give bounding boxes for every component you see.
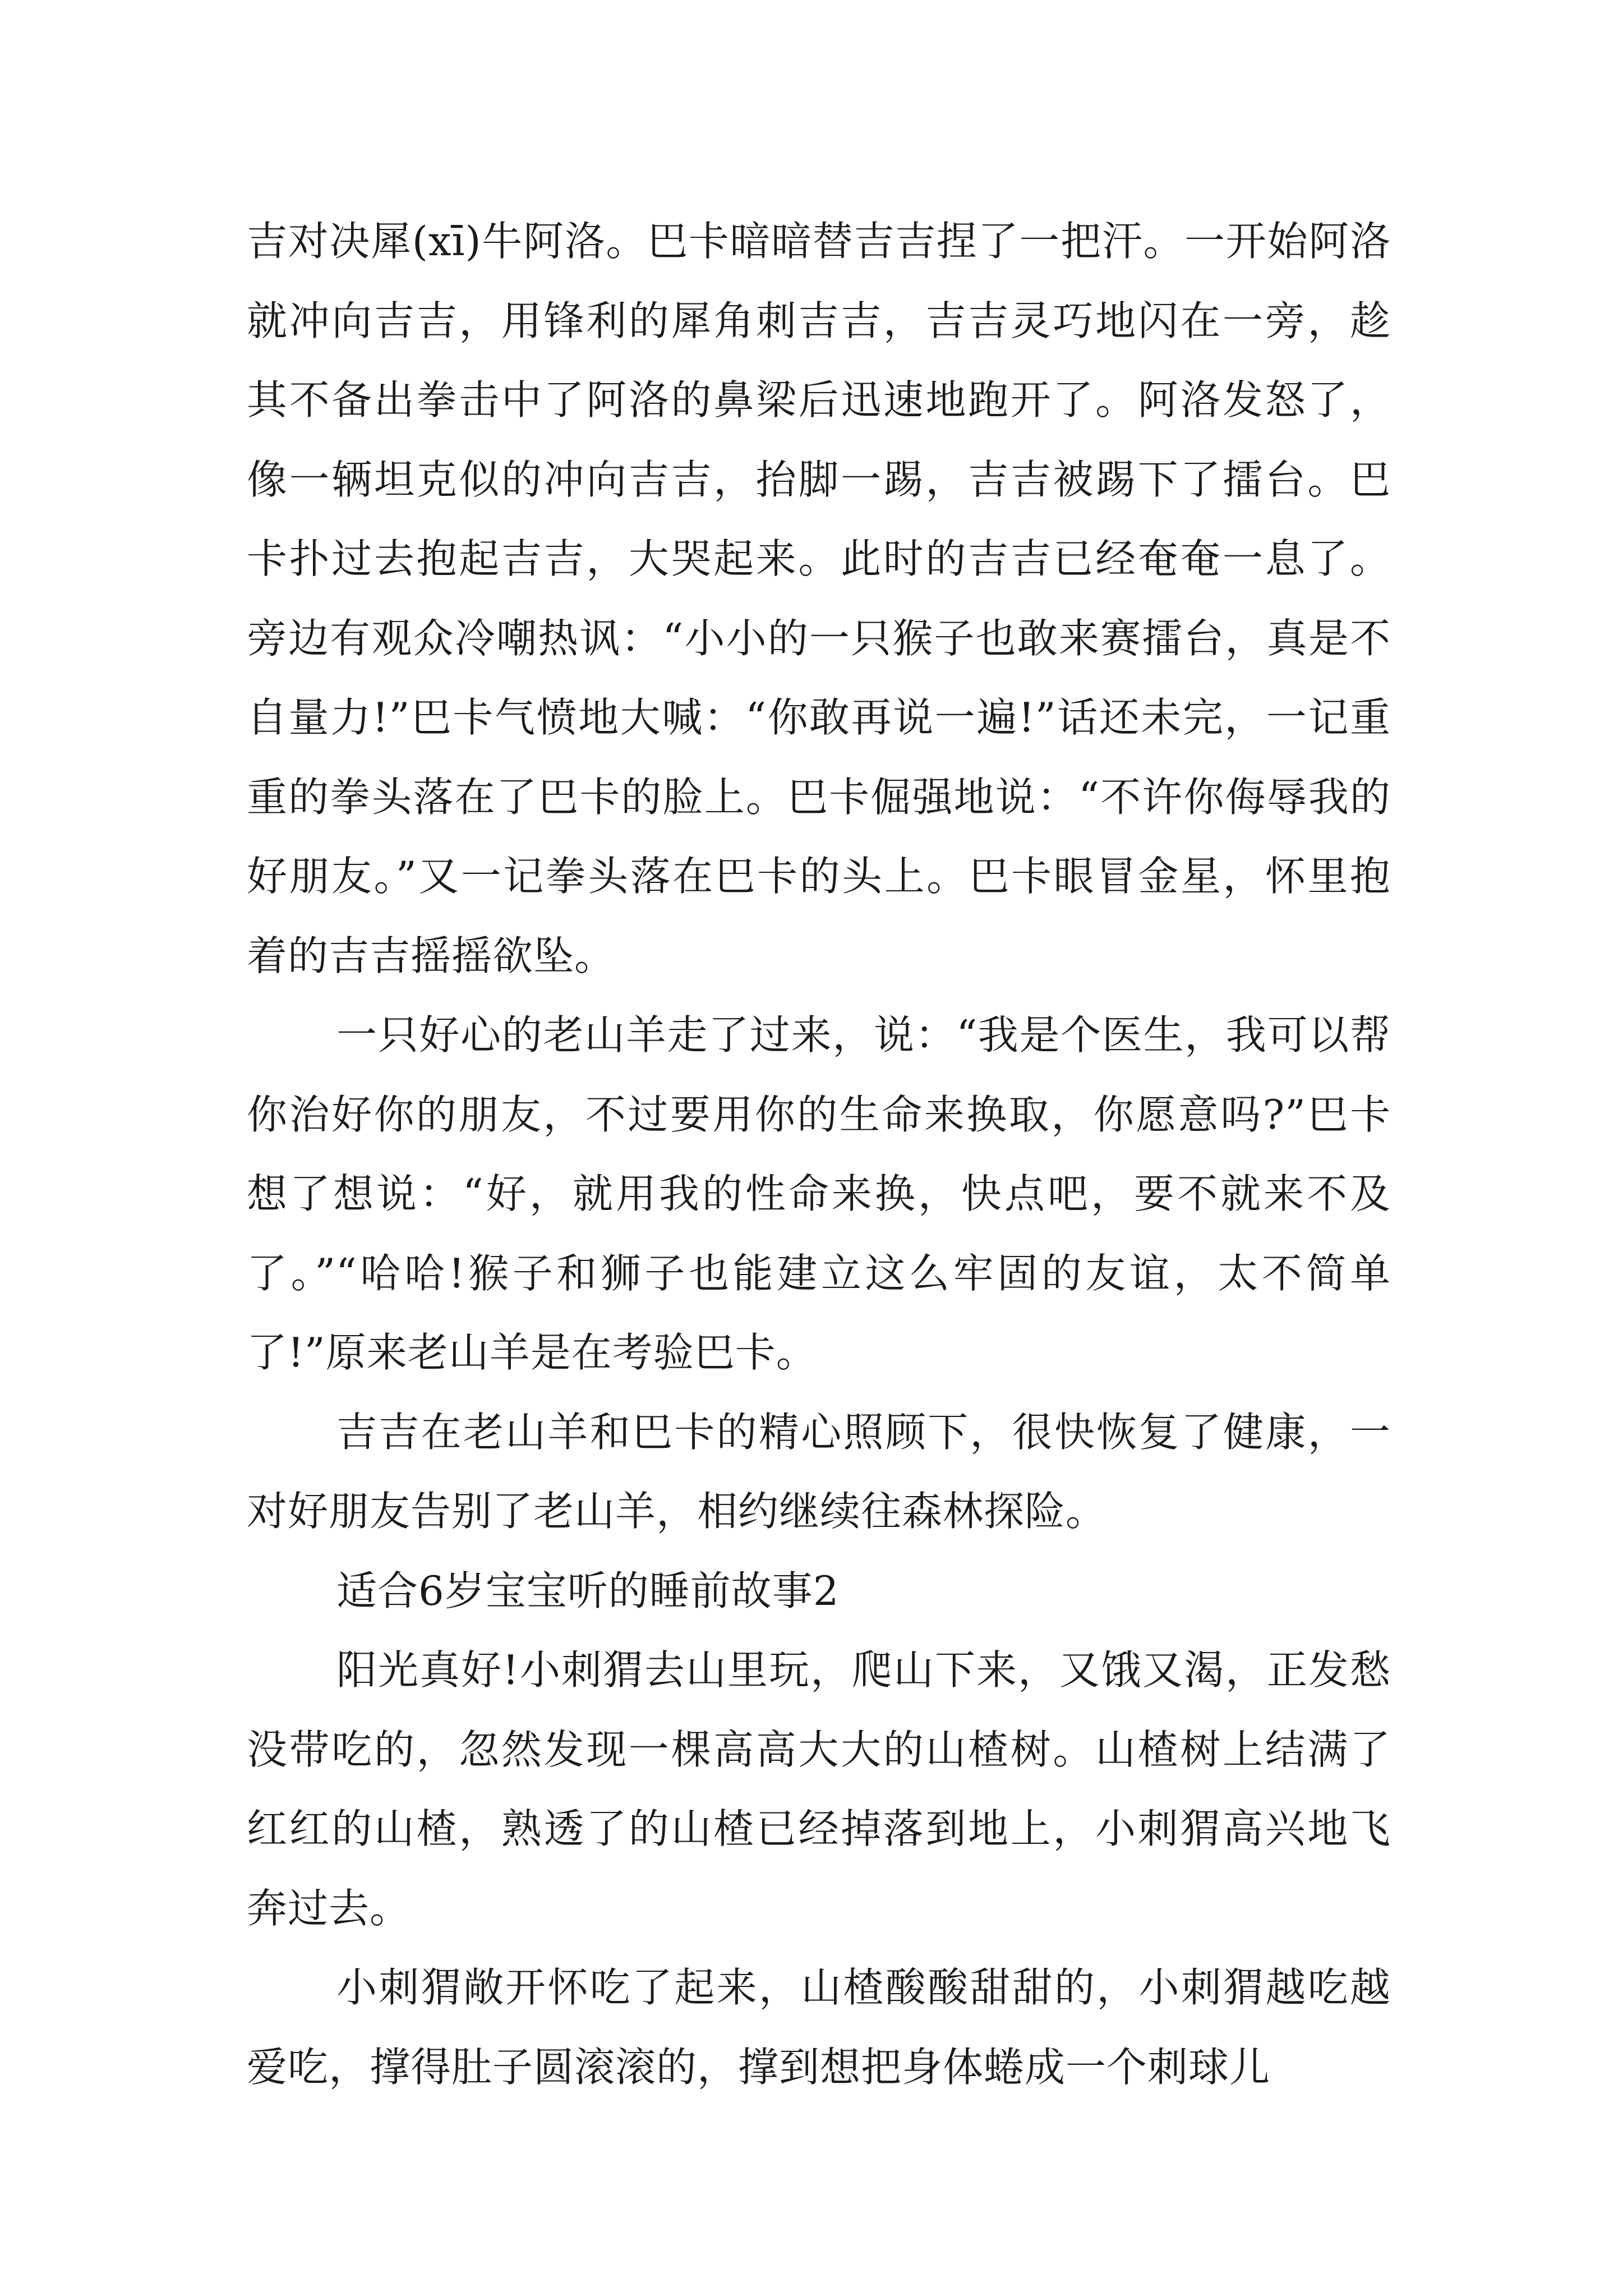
story-title: 适合6岁宝宝听的睡前故事2 <box>336 1567 840 1614</box>
document-page <box>247 202 1391 2107</box>
paragraph-goat-doctor: 一只好心的老山羊走了过来，说：“我是个医生，我可以帮你治好你的朋友，不过要用你的生命来换取，你愿意吗?”巴卡想了想说：“好，就用我的性命来换，快点吧，要不就来不及了。”“哈哈!猴子和狮子也能建立这么牢固的友谊，太不简单了!”原来老山羊是在考验巴卡。 <box>247 1011 1391 1376</box>
paragraph-recovery: 吉吉在老山羊和巴卡的精心照顾下，很快恢复了健康，一对好朋友告别了老山羊，相约继续往森林探险。 <box>247 1408 1391 1535</box>
paragraph-fight: 吉对决犀(xī)牛阿洛。巴卡暗暗替吉吉捏了一把汗。一开始阿洛就冲向吉吉，用锋利的犀角刺吉吉，吉吉灵巧地闪在一旁，趁其不备出拳击中了阿洛的鼻梁后迅速地跑开了。阿洛发怒了，像一辆坦克似的冲向吉吉，抬脚一踢，吉吉被踢下了擂台。巴卡扑过去抱起吉吉，大哭起来。此时的吉吉已经奄奄一息了。旁边有观众冷嘲热讽：“小小的一只猴子也敢来赛擂台，真是不自量力!”巴卡气愤地大喊：“你敢再说一遍!”话还未完，一记重重的拳头落在了巴卡的脸上。巴卡倔强地说：“不许你侮辱我的好朋友。”又一记拳头落在巴卡的头上。巴卡眼冒金星，怀里抱着的吉吉摇摇欲坠。 <box>247 218 1391 979</box>
paragraph-hedgehog-eating: 小刺猬敞开怀吃了起来，山楂酸酸甜甜的，小刺猬越吃越爱吃，撑得肚子圆滚滚的，撑到想把身体蜷成一个刺球儿 <box>247 1964 1391 2091</box>
paragraph-hedgehog-hawthorn: 阳光真好!小刺猬去山里玩，爬山下来，又饿又渴，正发愁没带吃的，忽然发现一棵高高大大的山楂树。山楂树上结满了红红的山楂，熟透了的山楂已经掉落到地上，小刺猬高兴地飞奔过去。 <box>247 1646 1391 1932</box>
